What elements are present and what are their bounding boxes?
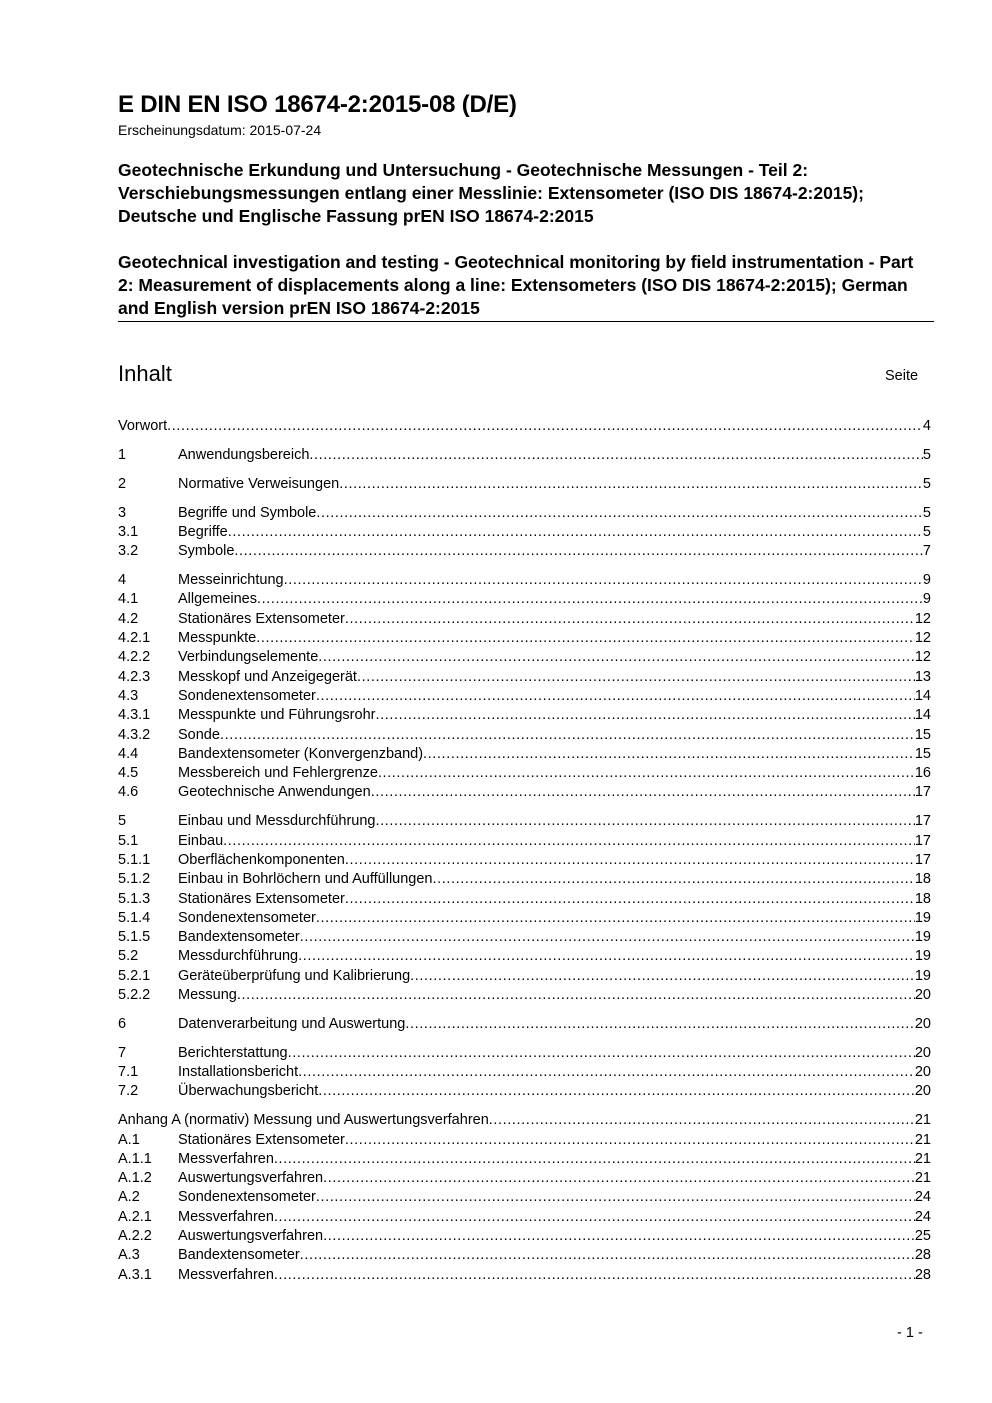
page-column-label: Seite: [885, 368, 919, 384]
toc-leader-dots: [298, 947, 915, 966]
toc-leader-dots: [274, 1266, 915, 1285]
toc-entry-number: 5.1: [118, 832, 139, 849]
toc-leader-dots: [300, 1246, 915, 1265]
toc-entry[interactable]: [118, 967, 931, 986]
toc-entry[interactable]: [118, 1150, 931, 1169]
toc-leader-dots: [298, 1063, 915, 1082]
toc-leader-dots: [309, 446, 923, 465]
toc-entry-page: 28: [914, 1266, 931, 1283]
toc-leader-dots: [323, 1169, 915, 1188]
toc-entry[interactable]: [118, 928, 931, 947]
toc-entry-page: 9: [922, 591, 931, 608]
toc-entry-number: A.1.2: [118, 1170, 152, 1187]
toc-entry[interactable]: [118, 890, 931, 909]
toc-entry-title: Begriffe: [178, 523, 228, 540]
toc-entry-number: 3.2: [118, 543, 139, 560]
toc-leader-dots: [284, 571, 923, 590]
toc-entry-page: 17: [914, 813, 931, 830]
toc-entry-number: 7.2: [118, 1083, 139, 1100]
toc-entry[interactable]: [118, 590, 931, 609]
toc-leader-dots: [375, 706, 914, 725]
toc-entry-title: Bandextensometer (Konvergenzband): [178, 745, 424, 762]
toc-entry[interactable]: [118, 1266, 931, 1285]
toc-entry[interactable]: [118, 1015, 931, 1034]
toc-entry-page: 12: [914, 630, 931, 647]
toc-leader-dots: [288, 1044, 915, 1063]
toc-entry-page: 5: [922, 446, 931, 463]
toc-entry-number: 4.2.1: [118, 630, 151, 647]
toc-leader-dots: [345, 851, 915, 870]
toc-entry[interactable]: [118, 475, 931, 494]
toc-entry-title: Verbindungselemente: [178, 649, 319, 666]
toc-entry[interactable]: [118, 504, 931, 523]
toc-entry[interactable]: [118, 1131, 931, 1150]
toc-entry-title: Oberflächenkomponenten: [178, 851, 345, 868]
toc-entry-page: 17: [914, 784, 931, 801]
toc-entry-number: A.1: [118, 1131, 140, 1148]
toc-entry-page: 12: [914, 610, 931, 627]
contents-heading: Inhalt: [118, 361, 172, 386]
toc-leader-dots: [220, 726, 915, 745]
toc-leader-dots: [405, 1015, 915, 1034]
toc-entry-title: Sondenextensometer: [178, 1189, 316, 1206]
toc-entry-number: A.2.1: [118, 1208, 152, 1225]
toc-entry-title: Geräteüberprüfung und Kalibrierung: [178, 967, 411, 984]
title-divider: [118, 321, 934, 322]
toc-entry-page: 15: [914, 745, 931, 762]
toc-entry-number: 5.1.3: [118, 890, 151, 907]
toc-entry-number: 4.2.3: [118, 668, 151, 685]
toc-entry-title: Geotechnische Anwendungen: [178, 784, 371, 801]
toc-entry-page: 5: [922, 504, 931, 521]
toc-entry[interactable]: [118, 446, 931, 465]
toc-entry[interactable]: [118, 870, 931, 889]
toc-entry[interactable]: [118, 1063, 931, 1082]
toc-entry-page: 20: [914, 986, 931, 1003]
toc-entry-title: Anhang A (normativ) Messung und Auswertungsverfahren: [118, 1112, 489, 1129]
toc-entry-number: 4.3.1: [118, 707, 151, 724]
toc-entry-title: Messkopf und Anzeigegerät: [178, 668, 357, 685]
toc-entry-title: Messpunkte und Führungsrohr: [178, 707, 376, 724]
toc-entry-page: 20: [914, 1044, 931, 1061]
toc-entry-page: 16: [914, 765, 931, 782]
toc-entry-title: Messverfahren: [178, 1208, 274, 1225]
toc-leader-dots: [237, 986, 915, 1005]
toc-leader-dots: [167, 417, 923, 436]
toc-entry[interactable]: [118, 986, 931, 1005]
toc-entry-title: Auswertungsverfahren: [178, 1170, 324, 1187]
toc-entry[interactable]: [118, 764, 931, 783]
toc-entry-title: Normative Verweisungen: [178, 475, 340, 492]
toc-entry[interactable]: [118, 417, 931, 436]
toc-entry-number: 4.3: [118, 687, 139, 704]
toc-entry-page: 17: [914, 832, 931, 849]
toc-entry-number: 4.3.2: [118, 726, 151, 743]
toc-entry-title: Auswertungsverfahren: [178, 1228, 324, 1245]
toc-leader-dots: [376, 812, 915, 831]
toc-leader-dots: [423, 745, 915, 764]
toc-entry-number: A.3.1: [118, 1266, 152, 1283]
document-id: E DIN EN ISO 18674-2:2015-08 (D/E): [118, 91, 517, 118]
toc-entry[interactable]: [118, 1188, 931, 1207]
toc-entry-page: 25: [914, 1228, 931, 1245]
toc-entry[interactable]: [118, 812, 931, 831]
toc-entry-number: 2: [118, 475, 127, 492]
table-of-contents: [118, 417, 931, 1285]
toc-entry[interactable]: [118, 851, 931, 870]
toc-entry-number: 5.2.2: [118, 986, 151, 1003]
title-german: Geotechnische Erkundung und Untersuchung - Geotechnische Messungen - Teil 2: Verschiebungsmessungen entlang einer Messlinie: Extensometer (ISO DIS 18674-2:2015); Deutsche und Englische Fassung prEN ISO 18674-2:2015: [118, 160, 864, 226]
toc-entry[interactable]: [118, 1246, 931, 1265]
toc-entry-page: 19: [914, 948, 931, 965]
toc-entry-page: 13: [914, 668, 931, 685]
toc-entry[interactable]: [118, 1111, 931, 1130]
toc-entry-number: 1: [118, 446, 127, 463]
toc-entry-number: 4.2.2: [118, 649, 151, 666]
toc-entry-page: 21: [914, 1170, 931, 1187]
toc-entry-page: 4: [922, 418, 931, 434]
toc-entry[interactable]: [118, 629, 931, 648]
toc-entry[interactable]: [118, 1208, 931, 1227]
toc-leader-dots: [339, 475, 923, 494]
toc-entry[interactable]: [118, 668, 931, 687]
toc-leader-dots: [345, 1131, 915, 1150]
toc-entry-title: Allgemeines: [178, 591, 257, 608]
toc-entry-page: 18: [914, 871, 931, 888]
toc-entry-page: 24: [914, 1189, 931, 1206]
toc-entry-page: 28: [914, 1247, 931, 1264]
toc-entry-title: Sonde: [178, 726, 220, 743]
toc-leader-dots: [316, 1188, 915, 1207]
toc-entry-page: 20: [914, 1015, 931, 1032]
toc-entry-title: Messeinrichtung: [178, 572, 284, 589]
toc-entry-title: Stationäres Extensometer: [178, 610, 345, 627]
toc-entry[interactable]: [118, 1082, 931, 1101]
toc-entry-title: Begriffe und Symbole: [178, 504, 317, 521]
toc-entry-title: Messpunkte: [178, 630, 257, 647]
toc-leader-dots: [323, 1227, 915, 1246]
toc-entry-number: 4.5: [118, 765, 139, 782]
toc-entry-title: Bandextensometer: [178, 929, 300, 946]
toc-entry-number: 5: [118, 813, 127, 830]
toc-entry-title: Einbau: [178, 832, 224, 849]
toc-entry-number: 5.1.1: [118, 851, 151, 868]
toc-leader-dots: [316, 504, 923, 523]
toc-entry-title: Stationäres Extensometer: [178, 1131, 345, 1148]
toc-leader-dots: [223, 832, 915, 851]
toc-entry-number: 5.2: [118, 948, 139, 965]
toc-entry-title: Bandextensometer: [178, 1247, 300, 1264]
toc-entry-page: 18: [914, 890, 931, 907]
toc-entry-title: Messverfahren: [178, 1266, 274, 1283]
toc-entry-number: A.1.1: [118, 1150, 152, 1167]
toc-entry[interactable]: [118, 523, 931, 542]
toc-entry-title: Installationsbericht: [178, 1064, 299, 1081]
toc-entry-title: Überwachungsbericht: [178, 1083, 319, 1100]
toc-entry[interactable]: [118, 1044, 931, 1063]
toc-entry-page: 5: [922, 475, 931, 492]
toc-leader-dots: [316, 687, 915, 706]
toc-entry-title: Messverfahren: [178, 1150, 274, 1167]
toc-entry-page: 19: [914, 929, 931, 946]
toc-entry-number: 4.6: [118, 784, 139, 801]
toc-entry-page: 7: [922, 543, 931, 560]
toc-entry[interactable]: [118, 947, 931, 966]
toc-entry-number: 4.2: [118, 610, 139, 627]
toc-entry[interactable]: [118, 648, 931, 667]
toc-entry-number: 5.1.5: [118, 929, 151, 946]
toc-entry-title: Messbereich und Fehlergrenze: [178, 765, 378, 782]
toc-entry-title: Messdurchführung: [178, 948, 299, 965]
toc-entry-title: Messung: [178, 986, 237, 1003]
toc-entry-title: Datenverarbeitung und Auswertung: [178, 1015, 406, 1032]
toc-entry-number: 3: [118, 504, 127, 521]
toc-entry-page: 14: [914, 707, 931, 724]
toc-entry-page: 15: [914, 726, 931, 743]
toc-entry-page: 20: [914, 1064, 931, 1081]
toc-entry-title: Sondenextensometer: [178, 909, 316, 926]
toc-leader-dots: [345, 890, 915, 909]
toc-entry-number: 5.2.1: [118, 967, 151, 984]
toc-entry-number: 4: [118, 572, 127, 589]
toc-entry-number: 7.1: [118, 1064, 139, 1081]
toc-entry-title: Vorwort: [118, 418, 168, 434]
toc-entry-page: 21: [914, 1112, 931, 1129]
toc-entry[interactable]: [118, 571, 931, 590]
toc-entry[interactable]: [118, 783, 931, 802]
toc-entry-number: 7: [118, 1044, 127, 1061]
toc-entry-page: 14: [914, 687, 931, 704]
toc-leader-dots: [274, 1150, 915, 1169]
toc-entry[interactable]: [118, 610, 931, 629]
toc-entry-number: A.3: [118, 1247, 140, 1264]
toc-entry-page: 21: [914, 1150, 931, 1167]
toc-leader-dots: [257, 590, 923, 609]
toc-entry-page: 24: [914, 1208, 931, 1225]
publication-date: Erscheinungsdatum: 2015-07-24: [118, 122, 322, 138]
toc-leader-dots: [234, 542, 923, 561]
toc-entry-title: Sondenextensometer: [178, 687, 316, 704]
toc-entry[interactable]: [118, 1227, 931, 1246]
toc-leader-dots: [357, 668, 915, 687]
toc-entry[interactable]: [118, 832, 931, 851]
toc-entry-number: 4.1: [118, 591, 139, 608]
toc-entry-title: Einbau und Messdurchführung: [178, 813, 376, 830]
toc-leader-dots: [256, 629, 915, 648]
toc-entry-number: 3.1: [118, 523, 139, 540]
toc-leader-dots: [378, 764, 915, 783]
toc-entry[interactable]: [118, 726, 931, 745]
toc-entry-number: A.2: [118, 1189, 140, 1206]
title-english: Geotechnical investigation and testing - Geotechnical monitoring by field instrumentation - Part 2: Measurement of displacements along a line: Extensometers (ISO DIS 18674-2:2015); German and English version prEN ISO 18674-2:2015: [118, 252, 914, 318]
toc-entry-page: 19: [914, 967, 931, 984]
toc-entry-number: 6: [118, 1015, 127, 1032]
toc-entry-page: 17: [914, 851, 931, 868]
page-number: - 1 -: [897, 1325, 923, 1341]
toc-entry-title: Stationäres Extensometer: [178, 890, 345, 907]
toc-leader-dots: [274, 1208, 915, 1227]
toc-leader-dots: [300, 928, 915, 947]
toc-entry-title: Einbau in Bohrlöchern und Auffüllungen: [178, 871, 433, 888]
toc-leader-dots: [345, 610, 915, 629]
toc-entry-number: A.2.2: [118, 1228, 152, 1245]
toc-entry-page: 5: [922, 523, 931, 540]
toc-leader-dots: [433, 870, 915, 889]
toc-entry-number: 4.4: [118, 745, 139, 762]
toc-leader-dots: [228, 523, 923, 542]
toc-entry-title: Symbole: [178, 543, 235, 560]
toc-leader-dots: [316, 909, 915, 928]
toc-leader-dots: [318, 648, 915, 667]
toc-entry[interactable]: [118, 687, 931, 706]
toc-entry[interactable]: [118, 745, 931, 764]
toc-entry[interactable]: [118, 1169, 931, 1188]
toc-entry-page: 20: [914, 1083, 931, 1100]
toc-entry[interactable]: [118, 706, 931, 725]
toc-entry-page: 12: [914, 649, 931, 666]
toc-entry-page: 19: [914, 909, 931, 926]
toc-entry-page: 21: [914, 1131, 931, 1148]
toc-entry[interactable]: [118, 909, 931, 928]
toc-entry-title: Anwendungsbereich: [178, 446, 310, 463]
toc-entry-number: 5.1.4: [118, 909, 151, 926]
toc-leader-dots: [489, 1111, 915, 1130]
toc-leader-dots: [371, 783, 915, 802]
toc-leader-dots: [318, 1082, 915, 1101]
toc-entry-number: 5.1.2: [118, 871, 151, 888]
toc-leader-dots: [410, 967, 915, 986]
toc-entry[interactable]: [118, 542, 931, 561]
toc-entry-title: Berichterstattung: [178, 1044, 288, 1061]
toc-entry-page: 9: [922, 572, 931, 589]
